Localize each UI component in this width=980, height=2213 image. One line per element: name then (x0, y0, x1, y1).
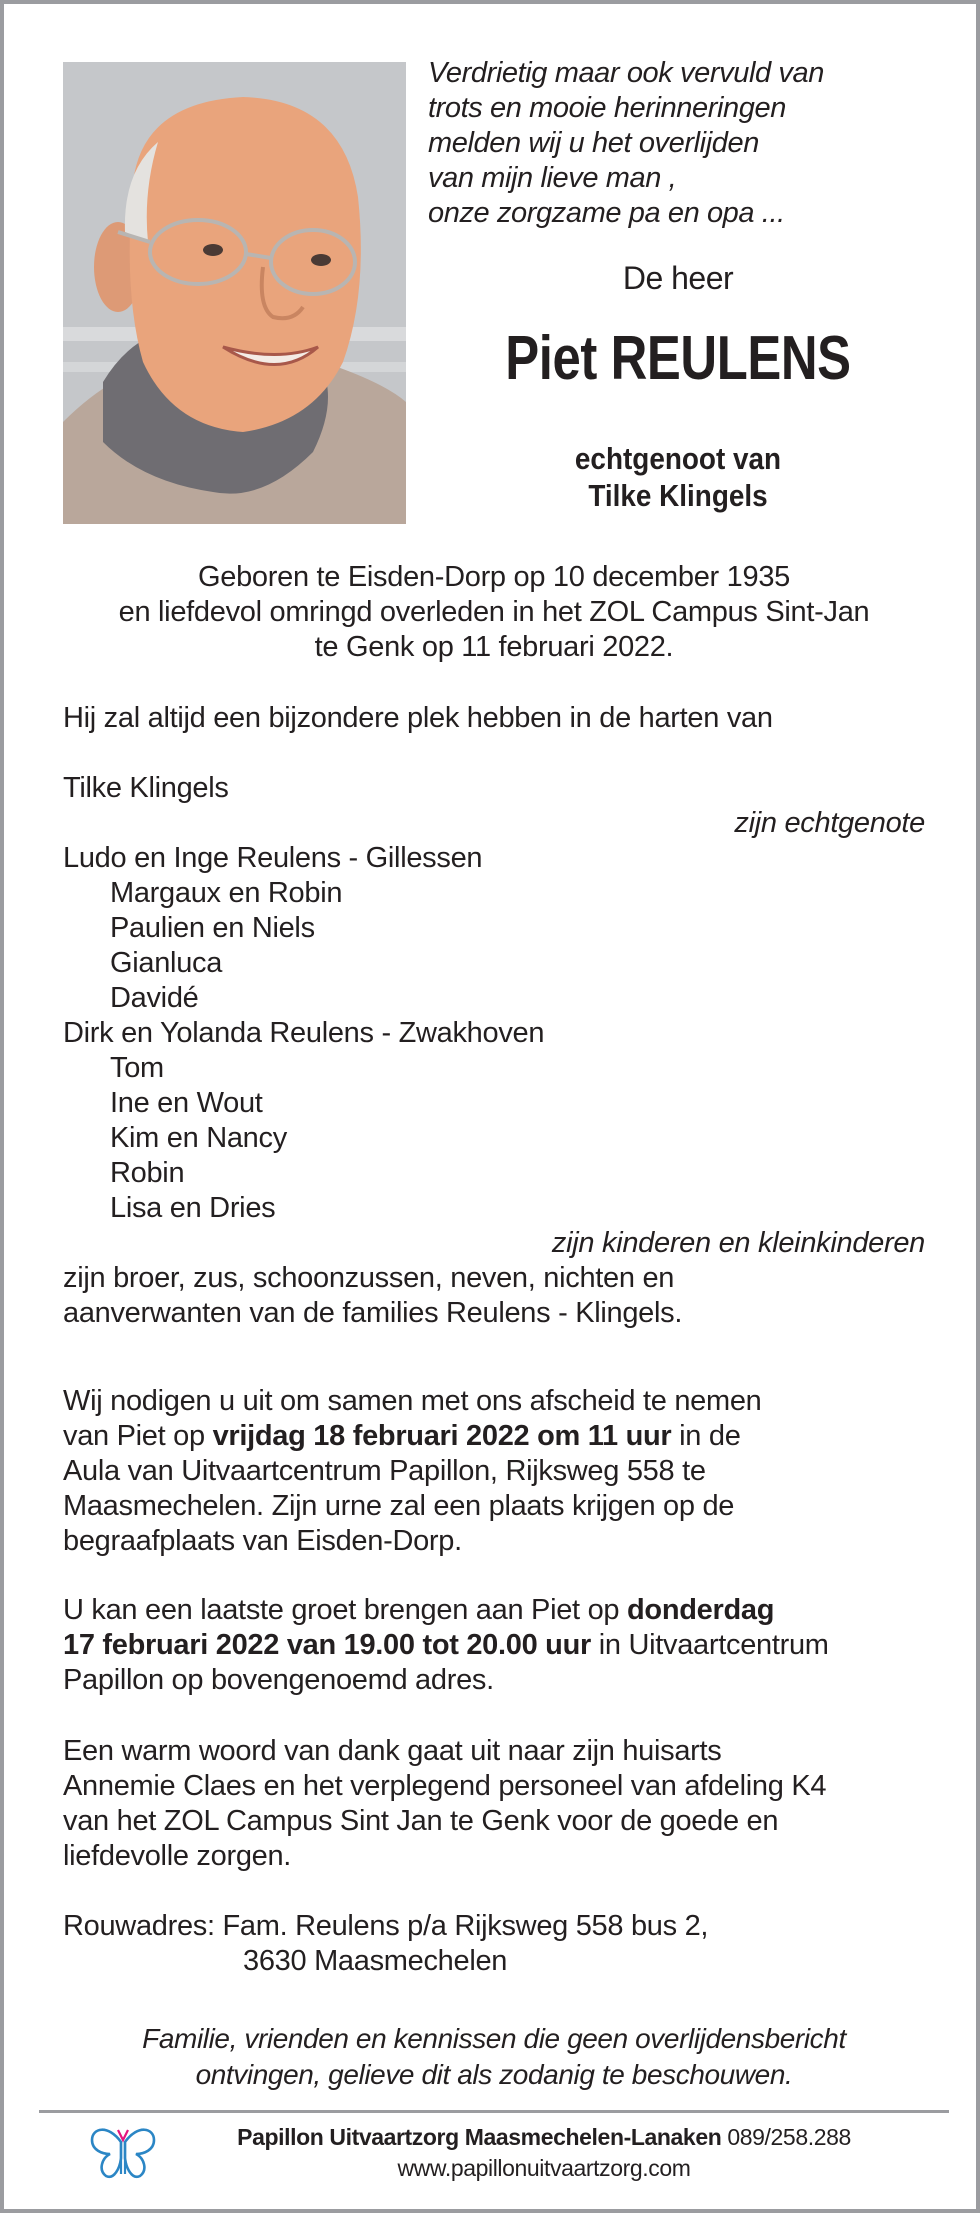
grandchild-name: Lisa en Dries (110, 1192, 276, 1224)
portrait-photo (63, 62, 406, 524)
grandchild-name: Paulien en Niels (110, 912, 315, 944)
farewell-line (63, 1419, 925, 1454)
birth-death-line: te Genk op 11 februari 2022. (314, 631, 674, 663)
child-name: Ludo en Inge Reulens - Gillessen (63, 842, 483, 874)
closing-note (63, 2021, 925, 2093)
thanks-line: Een warm woord van dank gaat uit naar zijn huisarts (63, 1735, 722, 1767)
grandchild-name: Kim en Nancy (110, 1122, 287, 1154)
thanks-paragraph (63, 1734, 925, 1874)
intro-line: trots en mooie herinneringen (428, 92, 786, 124)
viewing-text: in Uitvaartcentrum (591, 1629, 829, 1661)
grandchild-name: Tom (110, 1052, 164, 1084)
farewell-text: in de (671, 1420, 741, 1452)
farewell-date: vrijdag 18 februari 2022 om 11 uur (212, 1420, 672, 1452)
funeral-home-name: Papillon Uitvaartzorg Maasmechelen-Lanaken (237, 2124, 722, 2150)
viewing-line: Papillon op bovengenoemd adres. (63, 1664, 494, 1696)
birth-death-line: Geboren te Eisden-Dorp op 10 december 1935 (198, 561, 790, 593)
deceased-name: Piet REULENS (505, 324, 851, 393)
closing-line: Familie, vrienden en kennissen die geen overlijdensbericht (142, 2023, 846, 2054)
viewing-paragraph (63, 1593, 925, 1698)
grandchild-name: Margaux en Robin (110, 877, 343, 909)
spouse-of-label: echtgenoot van (574, 441, 782, 476)
intro-line: van mijn lieve man , (428, 162, 677, 194)
funeral-home-website[interactable]: www.papillonuitvaartzorg.com (397, 2155, 691, 2181)
deceased-heading (428, 258, 928, 514)
heart-line: Hij zal altijd een bijzondere plek hebben in de harten van (63, 702, 773, 734)
viewing-text: U kan een laatste groet brengen aan Piet op (63, 1594, 627, 1626)
funeral-home-line (154, 2123, 934, 2151)
birth-death-info (63, 560, 925, 665)
relatives-line: zijn broer, zus, schoonzussen, neven, nichten en (63, 1262, 675, 1294)
intro-line: Verdrietig maar ook vervuld van (428, 57, 824, 89)
portrait-image (63, 62, 406, 524)
title-prefix: De heer (622, 260, 734, 296)
farewell-text: van Piet op (63, 1420, 213, 1452)
children-role: zijn kinderen en kleinkinderen (551, 1227, 925, 1259)
butterfly-logo-icon (88, 2118, 158, 2182)
family-list (63, 701, 925, 1331)
grandchild-name: Ine en Wout (110, 1087, 263, 1119)
farewell-paragraph (63, 1384, 925, 1559)
farewell-line: Aula van Uitvaartcentrum Papillon, Rijksweg 558 te (63, 1455, 706, 1487)
grandchild-name: Robin (110, 1157, 185, 1189)
spouse-of (453, 440, 903, 514)
address-line: Rouwadres: Fam. Reulens p/a Rijksweg 558 bus 2, (63, 1910, 709, 1942)
viewing-line (63, 1628, 925, 1663)
thanks-line: Annemie Claes en het verplegend personeel van afdeling K4 (63, 1770, 827, 1802)
farewell-line: Wij nodigen u uit om samen met ons afscheid te nemen (63, 1385, 762, 1417)
birth-death-line: en liefdevol omringd overleden in het ZOL Campus Sint-Jan (118, 596, 870, 628)
farewell-line: Maasmechelen. Zijn urne zal een plaats krijgen op de (63, 1490, 735, 1522)
footer-divider (39, 2110, 949, 2113)
intro-line: melden wij u het overlijden (428, 127, 759, 159)
intro-line: onze zorgzame pa en opa ... (428, 197, 785, 229)
grandchild-name: Davidé (110, 982, 199, 1014)
spouse-of-name: Tilke Klingels (588, 478, 768, 513)
thanks-line: van het ZOL Campus Sint Jan te Genk voor de goede en (63, 1805, 779, 1837)
viewing-datetime: 17 februari 2022 van 19.00 tot 20.00 uur (63, 1629, 591, 1661)
funeral-home-phone: 089/258.288 (721, 2124, 851, 2150)
thanks-line: liefdevolle zorgen. (63, 1840, 292, 1872)
grandchild-name: Gianluca (110, 947, 223, 979)
relatives-line: aanverwanten van de families Reulens - Klingels. (63, 1297, 683, 1329)
address-line: 3630 Maasmechelen (243, 1945, 508, 1977)
viewing-day: donderdag (626, 1594, 775, 1626)
child-name: Dirk en Yolanda Reulens - Zwakhoven (63, 1017, 545, 1049)
closing-line: ontvingen, gelieve dit als zodanig te beschouwen. (195, 2059, 793, 2090)
intro-text (428, 56, 948, 231)
spouse-role: zijn echtgenote (734, 807, 925, 839)
mourning-address (63, 1909, 925, 1979)
viewing-line (63, 1593, 925, 1628)
spouse-name: Tilke Klingels (63, 772, 229, 804)
farewell-line: begraafplaats van Eisden-Dorp. (63, 1525, 462, 1557)
